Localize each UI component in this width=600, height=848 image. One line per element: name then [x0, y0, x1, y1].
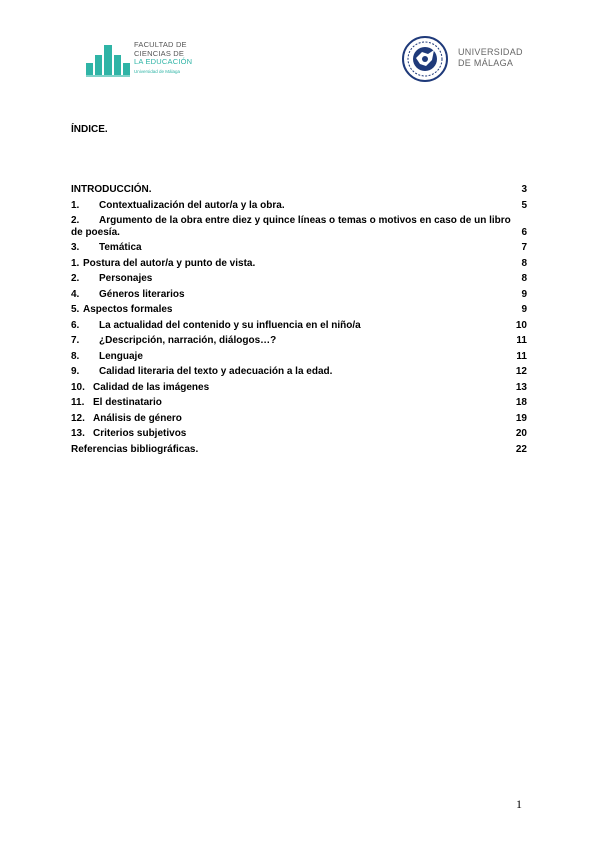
toc-entry-page: 9: [521, 304, 527, 315]
toc-entry-number: 1.: [71, 257, 80, 269]
toc-entry-page: 20: [515, 428, 527, 439]
toc-entry-text: ¿Descripción, narración, diálogos…?: [99, 335, 277, 346]
toc-entry-page: 3: [521, 184, 527, 195]
toc-entry-text: Géneros literarios: [99, 288, 185, 300]
toc-entry-page: 6: [521, 226, 527, 238]
toc-entry-page: 12: [515, 366, 527, 377]
faculty-logo-icon: [86, 45, 130, 77]
index-title: ÍNDICE.: [71, 124, 108, 135]
toc-entry-page: 13: [515, 381, 527, 393]
toc-entry[interactable]: [71, 200, 527, 212]
toc-entry-text: Postura del autor/a y punto de vista.: [83, 257, 256, 269]
toc-entry-text: Temática: [99, 242, 142, 253]
toc-entry[interactable]: [71, 397, 527, 409]
toc-entry-number: 7.: [71, 335, 80, 346]
toc-entry-number: 4.: [71, 288, 80, 300]
toc-entry[interactable]: [71, 184, 527, 196]
toc-entry-text: Criterios subjetivos: [93, 428, 187, 439]
faculty-line: FACULTAD DE: [134, 40, 187, 49]
toc-entry-number: 12.: [71, 412, 85, 424]
toc-entry-text: Análisis de género: [93, 412, 182, 424]
toc-entry-number: 10.: [71, 381, 85, 393]
university-line: UNIVERSIDAD: [458, 47, 523, 57]
toc-entry-number: 6.: [71, 319, 80, 331]
toc-entry[interactable]: [71, 273, 527, 285]
toc-entry-text: Referencias bibliográficas.: [71, 443, 199, 455]
faculty-line: CIENCIAS DE: [134, 48, 185, 58]
toc-entry-number: 13.: [71, 428, 85, 439]
page-number: 1: [516, 797, 522, 811]
toc-entry-text: El destinatario: [93, 397, 162, 408]
toc-entry-text: INTRODUCCIÓN.: [71, 184, 152, 195]
toc-entry-number: 8.: [71, 350, 80, 362]
toc-entry-page: 22: [515, 443, 527, 455]
toc-entry-text: Argumento de la obra entre diez y quince líneas o temas o motivos en caso de un libro de poesía.: [71, 215, 511, 238]
toc-entry-number: 11.: [71, 397, 85, 408]
toc-entry[interactable]: [71, 304, 527, 316]
toc-entry[interactable]: [71, 366, 527, 378]
toc-entry-page: 11: [516, 335, 527, 346]
toc-entry-page: 7: [521, 242, 527, 253]
toc-entry-text: Calidad de las imágenes: [93, 381, 210, 393]
toc-entry[interactable]: [71, 382, 527, 394]
toc-entry-text: La actualidad del contenido y su influencia en el niño/a: [99, 319, 361, 331]
toc-entry[interactable]: [71, 215, 527, 238]
toc-entry-page: 5: [521, 199, 527, 211]
university-name: [458, 47, 523, 68]
toc-entry-text: Calidad literaria del texto y adecuación a la edad.: [99, 366, 333, 377]
toc-entry[interactable]: [71, 444, 527, 456]
toc-entry[interactable]: [71, 320, 527, 332]
university-logo: [402, 36, 532, 80]
toc-entry-page: 9: [521, 288, 527, 300]
toc-entry-number: 2.: [71, 215, 80, 226]
faculty-logo: [86, 40, 206, 80]
toc-entry[interactable]: [71, 351, 527, 363]
toc-entry[interactable]: [71, 428, 527, 440]
toc-entry[interactable]: [71, 335, 527, 347]
table-of-contents: [71, 184, 527, 459]
toc-entry-number: 9.: [71, 366, 80, 377]
toc-entry-page: 18: [515, 397, 527, 408]
toc-entry-number: 5.: [71, 304, 80, 315]
faculty-line: LA EDUCACIÓN: [134, 57, 193, 67]
toc-entry[interactable]: [71, 289, 527, 301]
toc-entry[interactable]: [71, 258, 527, 270]
university-seal-icon: [402, 36, 448, 82]
toc-entry-number: 2.: [71, 273, 80, 284]
toc-entry-text: Contextualización del autor/a y la obra.: [99, 199, 285, 211]
toc-entry[interactable]: [71, 413, 527, 425]
toc-entry-page: 19: [515, 412, 527, 424]
faculty-subtitle: Universidad de Málaga: [134, 69, 181, 74]
toc-entry-page: 8: [521, 257, 527, 269]
university-line: DE MÁLAGA: [458, 57, 514, 68]
faculty-name: [134, 41, 192, 67]
toc-entry-text: Aspectos formales: [83, 304, 173, 315]
toc-entry-page: 8: [521, 273, 527, 284]
toc-entry-text: Lenguaje: [99, 350, 143, 362]
toc-entry-number: 3.: [71, 242, 80, 253]
toc-entry-page: 10: [515, 319, 527, 331]
toc-entry[interactable]: [71, 242, 527, 254]
toc-entry-text: Personajes: [99, 273, 153, 284]
toc-entry-page: 11: [516, 350, 527, 362]
toc-entry-number: 1.: [71, 199, 80, 211]
